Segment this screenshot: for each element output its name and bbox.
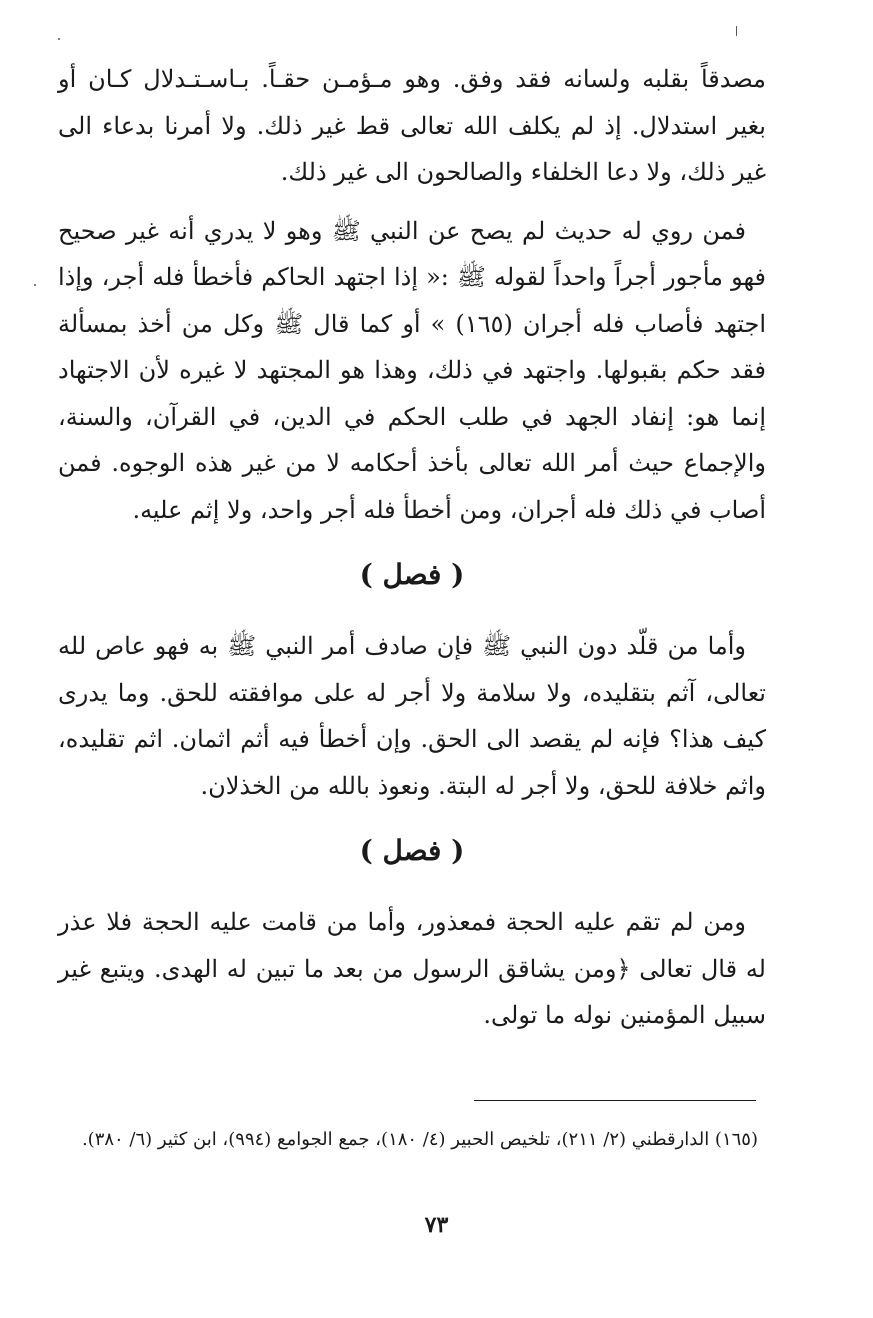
footnote-divider — [474, 1100, 756, 1101]
margin-mark — [736, 26, 737, 36]
page-body — [58, 56, 766, 1039]
margin-mark — [34, 284, 36, 286]
paragraph-4: ومن لم تقم عليه الحجة فمعذور، وأما من قامت عليه الحجة فلا عذر له قال تعالى ﴿ومن يشاقق الرسول من بعد ما تبين له الهدى. ويتبع غير سبيل المؤمنين نوله ما تولى. — [58, 908, 766, 1029]
margin-mark — [58, 38, 60, 40]
section-heading-2: ( فصل ) — [359, 834, 465, 867]
page-number: ٧٣ — [424, 1212, 449, 1238]
section-heading-1: ( فصل ) — [359, 558, 465, 591]
paragraph-1: مصدقاً بقلبه ولسانه فقد وفق. وهو مـؤمـن حقـاً. بـاسـتـدلال كـان أو بغير استدلال. إذ لم يكلف الله تعالى قط غير ذلك. ولا أمرنا بدعاء الى غير ذلك، ولا دعا الخلفاء والصالحون الى غير ذلك. — [58, 65, 766, 186]
paragraph-2: فمن روي له حديث لم يصح عن النبي ﷺ وهو لا يدري أنه غير صحيح فهو مأجور أجراً واحداً لقوله ﷺ :« إذا اجتهد الحاكم فأخطأ فله أجر، وإذا اجتهد فأصاب فله أجران (١٦٥) » أو كما قال ﷺ وكل من أخذ بمسألة فقد حكم بقبولها. واجتهد في ذلك، وهذا هو المجتهد لا غيره لأن الاجتهاد إنما هو: إنفاد الجهد في طلب الحكم في الدين، في القرآن، والسنة، والإجماع حيث أمر الله تعالى بأخذ أحكامه لا من غير هذه الوجوه. فمن أصاب في ذلك فله أجران، ومن أخطأ فله أجر واحد، ولا إثم عليه. — [58, 216, 767, 524]
footnote-165: (١٦٥) الدارقطني (٢/ ٢١١)، تلخيص الحبير (٤/ ١٨٠)، جمع الجوامع (٩٩٤)، ابن كثير (٦/ ٣٨٠). — [81, 1129, 758, 1150]
paragraph-3: وأما من قلّد دون النبي ﷺ فإن صادف أمر النبي ﷺ به فهو عاص لله تعالى، آثم بتقليده، ولا سلامة ولا أجر له على موافقته للحق. وما يدرى كيف هذا؟ فإنه لم يقصد الى الحق. وإن أخطأ فيه أثم اثمان. اثم تقليده، واثم خلافة للحق، ولا أجر له البتة. ونعوذ بالله من الخذلان. — [58, 632, 766, 800]
